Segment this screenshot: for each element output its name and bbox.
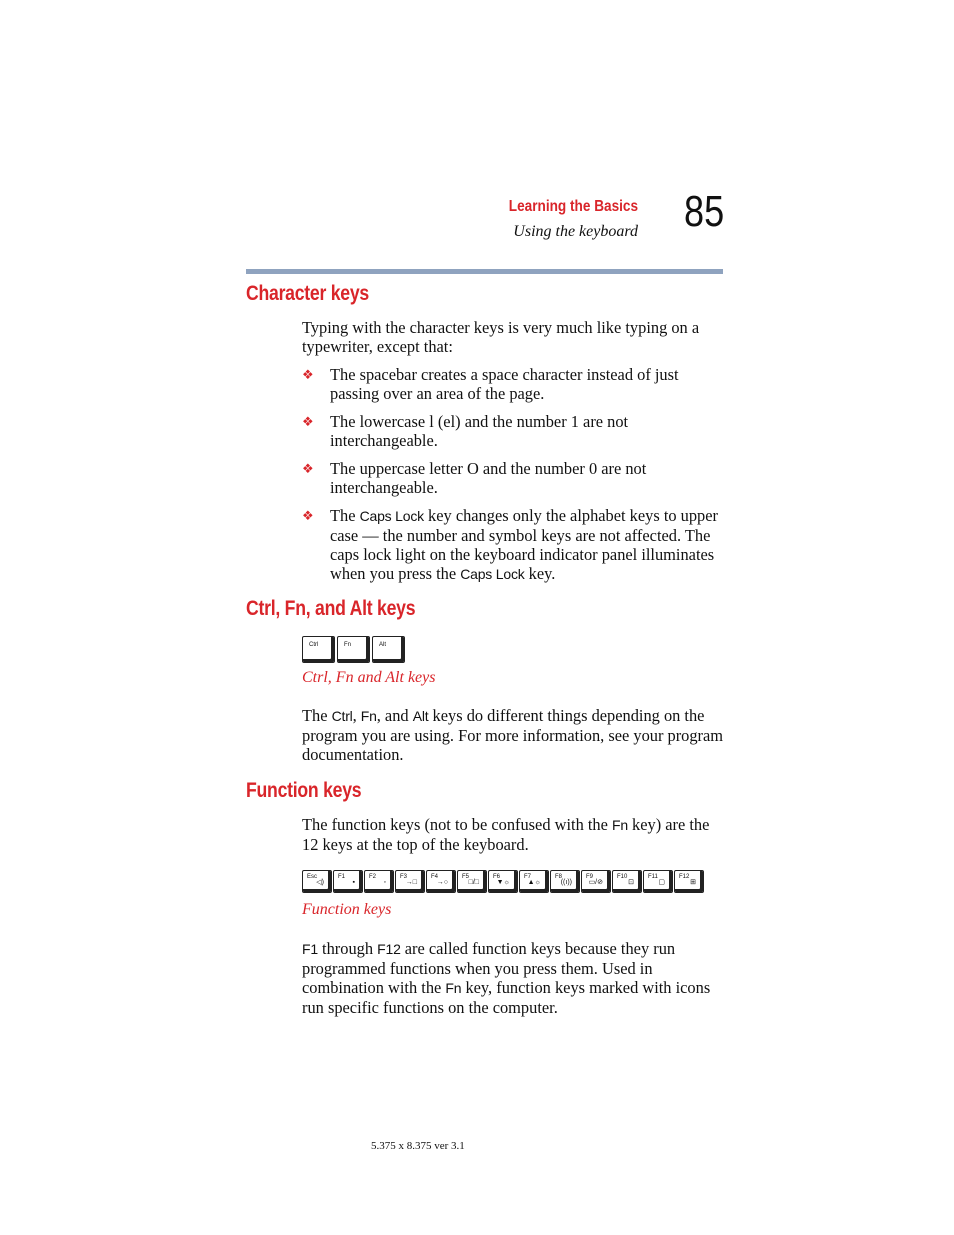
brightness-up-icon: ▲☼ bbox=[527, 879, 541, 886]
ctrl-fn-alt-description: The Ctrl, Fn, and Alt keys do different things depending on the program you are using. For more information, see your program documentation. bbox=[302, 706, 724, 764]
display-icon: □/□ bbox=[468, 879, 479, 886]
f1-key-image: F1 ▪ bbox=[333, 870, 363, 893]
f8-key-image: F8 ((ı)) bbox=[550, 870, 580, 893]
running-header-chapter: Learning the Basics bbox=[508, 198, 638, 215]
f3-key-image: F3 →□ bbox=[395, 870, 425, 893]
f5-key-image: F5 □/□ bbox=[457, 870, 487, 893]
list-item-text: The uppercase letter O and the number 0 are not interchangeable. bbox=[330, 459, 647, 497]
f7-key-image: F7 ▲☼ bbox=[519, 870, 549, 893]
function-keys-description: F1 through F12 are called function keys because they run programmed functions when you press them. Used in combination with the Fn key, function keys marked with icons run specific functions on the computer. bbox=[302, 939, 711, 1017]
modifier-keys-illustration bbox=[302, 636, 405, 663]
list-item bbox=[302, 412, 727, 450]
scroll-lock-icon: ⊞ bbox=[690, 879, 696, 886]
list-item-text: The Caps Lock key changes only the alphabet keys to upper case — the number and symbol keys are not affected. The caps lock light on the keyboard indicator panel illuminates when you press the Caps Lock key. bbox=[330, 506, 718, 583]
figure-caption-function-keys: Function keys bbox=[302, 901, 392, 918]
ctrl-key-image: Ctrl bbox=[302, 636, 335, 663]
list-item bbox=[302, 365, 727, 403]
bullet-diamond-icon: ❖ bbox=[302, 508, 314, 523]
heading-ctrl-fn-alt-keys: Ctrl, Fn, and Alt keys bbox=[246, 597, 416, 620]
f11-key-image: F11 ▢ bbox=[643, 870, 673, 893]
f10-key-image: F10 ⊡ bbox=[612, 870, 642, 893]
bullet-diamond-icon: ❖ bbox=[302, 367, 314, 382]
running-header-section: Using the keyboard bbox=[513, 223, 638, 240]
brightness-down-icon: ▼☼ bbox=[496, 879, 510, 886]
standby-icon: →□ bbox=[405, 879, 417, 886]
key-name-caps-lock: Caps Lock bbox=[359, 508, 424, 524]
speaker-icon: ◁) bbox=[316, 879, 324, 886]
alt-key-image: Alt bbox=[372, 636, 405, 663]
character-keys-list bbox=[302, 365, 727, 593]
f6-key-image: F6 ▼☼ bbox=[488, 870, 518, 893]
f4-key-image: F4 →○ bbox=[426, 870, 456, 893]
page-number: 85 bbox=[684, 187, 725, 236]
touchpad-icon: ▭/⊘ bbox=[588, 879, 603, 886]
bullet-diamond-icon: ❖ bbox=[302, 414, 314, 429]
header-rule bbox=[246, 269, 723, 274]
esc-key-image: Esc ◁) bbox=[302, 870, 332, 893]
numeric-mode-icon: ▢ bbox=[658, 879, 665, 886]
list-item bbox=[302, 459, 727, 497]
hibernate-icon: →○ bbox=[436, 879, 448, 886]
character-keys-intro: Typing with the character keys is very much like typing on a typewriter, except that: bbox=[302, 318, 700, 356]
key-name-caps-lock: Caps Lock bbox=[460, 566, 525, 582]
wireless-icon: ((ı)) bbox=[560, 879, 572, 886]
footer-version: 5.375 x 8.375 ver 3.1 bbox=[371, 1140, 465, 1152]
f12-key-image: F12 ⊞ bbox=[674, 870, 704, 893]
arrow-mode-icon: ⊡ bbox=[628, 879, 634, 886]
figure-caption-modifier-keys: Ctrl, Fn and Alt keys bbox=[302, 669, 436, 686]
function-keys-illustration bbox=[302, 870, 704, 893]
list-item-text: The lowercase l (el) and the number 1 are not interchangeable. bbox=[330, 412, 629, 450]
bullet-diamond-icon: ❖ bbox=[302, 461, 314, 476]
list-item bbox=[302, 506, 727, 584]
heading-character-keys: Character keys bbox=[246, 282, 369, 305]
lock-icon: ▪ bbox=[352, 879, 355, 886]
f9-key-image: F9 ▭/⊘ bbox=[581, 870, 611, 893]
fn-key-image: Fn bbox=[337, 636, 370, 663]
heading-function-keys: Function keys bbox=[246, 779, 362, 802]
magnifier-icon: ◦ bbox=[383, 879, 386, 886]
f2-key-image: F2 ◦ bbox=[364, 870, 394, 893]
function-keys-intro: The function keys (not to be confused with the Fn key) are the 12 keys at the top of the keyboard. bbox=[302, 815, 710, 854]
list-item-text: The spacebar creates a space character instead of just passing over an area of the page. bbox=[330, 365, 679, 403]
